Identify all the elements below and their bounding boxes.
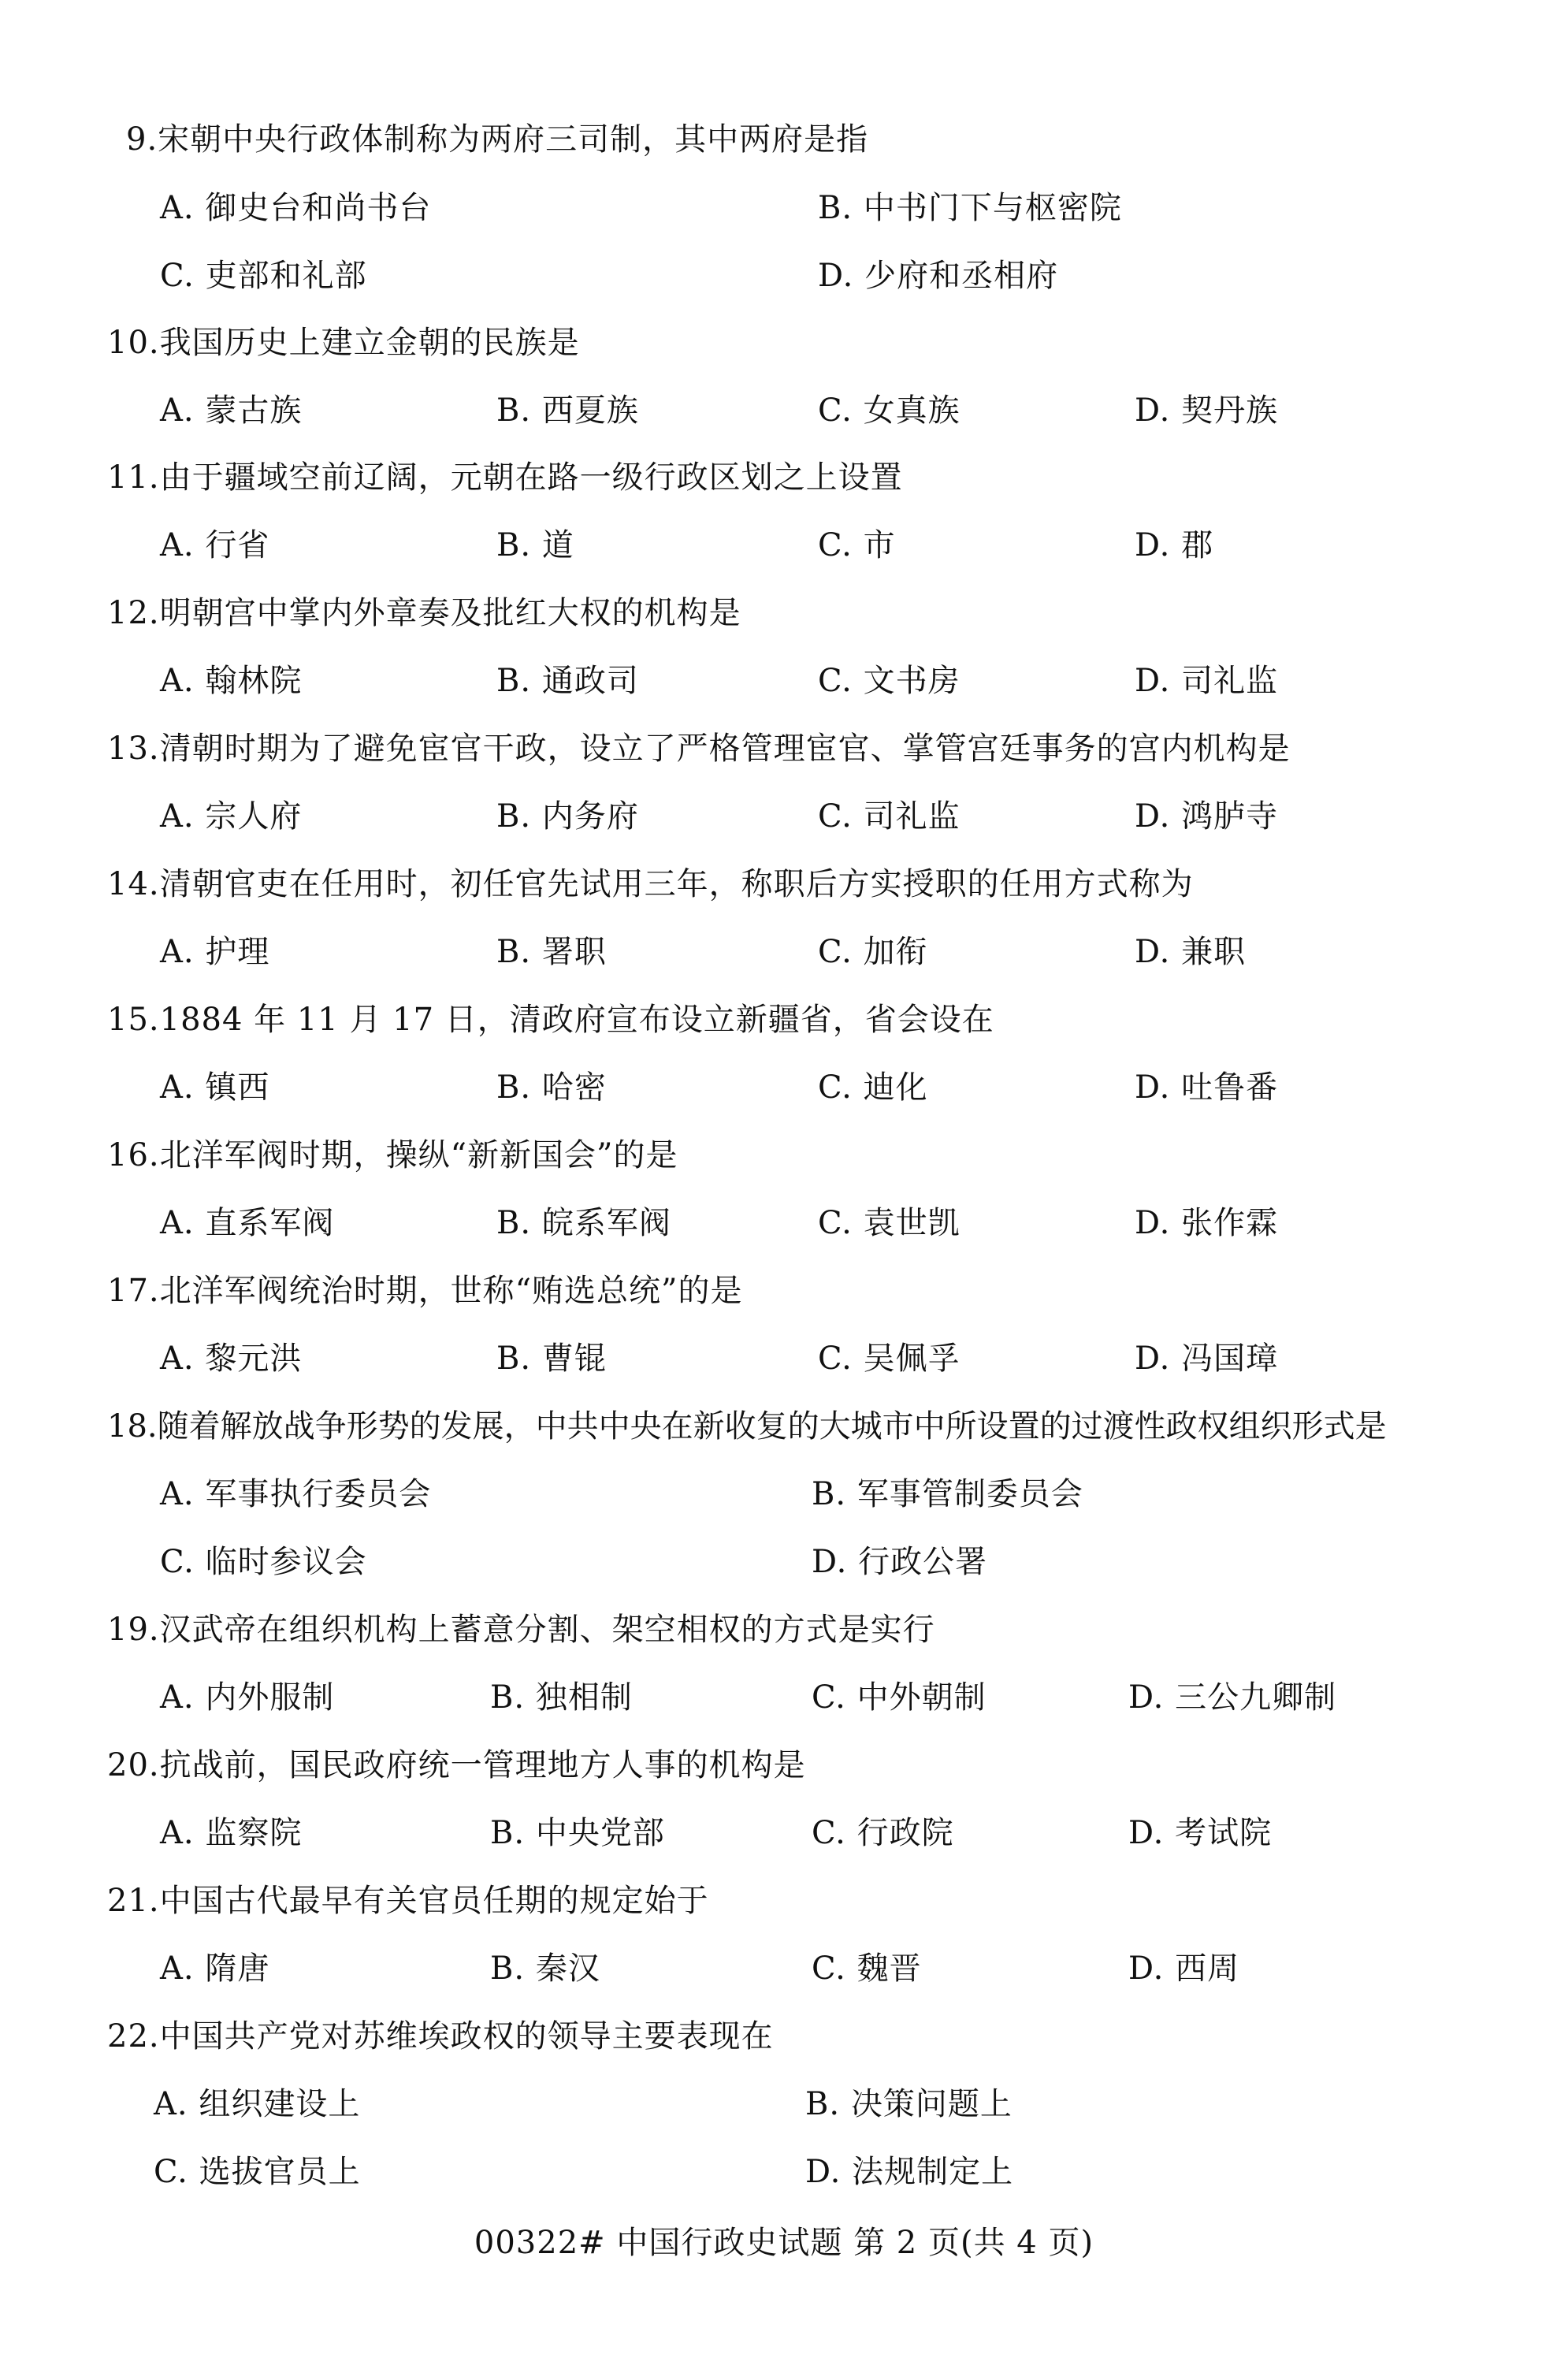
question-17-option-b: B. 曹锟 <box>496 1341 607 1377</box>
question-20-option-c: C. 行政院 <box>812 1815 954 1851</box>
question-11-option-b: B. 道 <box>496 527 574 563</box>
question-9-option-a: A. 御史台和尚书台 <box>160 190 432 226</box>
question-21-option-b: B. 秦汉 <box>490 1950 600 1987</box>
question-17-option-d: D. 冯国璋 <box>1135 1341 1279 1377</box>
question-14-option-d: D. 兼职 <box>1135 934 1247 970</box>
question-15-option-c: C. 迪化 <box>818 1069 928 1106</box>
question-16-stem: 16.北洋军阀时期，操纵“新新国会”的是 <box>107 1137 678 1173</box>
question-16-option-b: B. 皖系军阀 <box>496 1205 671 1241</box>
question-11-option-d: D. 郡 <box>1135 527 1214 563</box>
question-12-option-a: A. 翰林院 <box>160 663 303 699</box>
question-9-stem: 9.宋朝中央行政体制称为两府三司制，其中两府是指 <box>126 121 869 158</box>
question-21-stem: 21.中国古代最早有关官员任期的规定始于 <box>107 1883 709 1919</box>
question-21-option-c: C. 魏晋 <box>812 1950 922 1987</box>
question-12-option-c: C. 文书房 <box>818 663 960 699</box>
question-22-stem: 22.中国共产党对苏维埃政权的领导主要表现在 <box>107 2018 774 2055</box>
question-9-option-d: D. 少府和丞相府 <box>818 258 1059 294</box>
question-16-option-d: D. 张作霖 <box>1135 1205 1279 1241</box>
question-22-option-d: D. 法规制定上 <box>805 2154 1014 2190</box>
question-9-option-c: C. 吏部和礼部 <box>160 258 367 294</box>
question-16-option-a: A. 直系军阀 <box>160 1205 335 1241</box>
question-18-stem: 18.随着解放战争形势的发展，中共中央在新收复的大城市中所设置的过渡性政权组织形式是 <box>107 1408 1387 1445</box>
question-13-stem: 13.清朝时期为了避免宦官干政，设立了严格管理宦官、掌管宫廷事务的宫内机构是 <box>107 731 1291 767</box>
question-18-option-a: A. 军事执行委员会 <box>160 1476 432 1512</box>
question-19-option-a: A. 内外服制 <box>160 1679 335 1716</box>
question-15-option-a: A. 镇西 <box>160 1069 270 1106</box>
question-13-option-b: B. 内务府 <box>496 798 639 835</box>
question-20-option-b: B. 中央党部 <box>490 1815 665 1851</box>
question-20-option-d: D. 考试院 <box>1128 1815 1273 1851</box>
question-12-stem: 12.明朝宫中掌内外章奏及批红大权的机构是 <box>107 595 741 631</box>
question-22-option-b: B. 决策问题上 <box>805 2086 1013 2122</box>
question-11-stem: 11.由于疆域空前辽阔，元朝在路一级行政区划之上设置 <box>107 459 903 496</box>
question-10-option-a: A. 蒙古族 <box>160 392 303 429</box>
question-14-option-a: A. 护理 <box>160 934 270 970</box>
question-14-option-b: B. 署职 <box>496 934 607 970</box>
question-16-option-c: C. 袁世凯 <box>818 1205 960 1241</box>
question-22-option-c: C. 选拔官员上 <box>154 2154 361 2190</box>
question-9-option-b: B. 中书门下与枢密院 <box>818 190 1122 226</box>
question-11-option-c: C. 市 <box>818 527 896 563</box>
question-18-option-b: B. 军事管制委员会 <box>812 1476 1083 1512</box>
question-19-option-d: D. 三公九卿制 <box>1128 1679 1337 1716</box>
question-15-option-b: B. 哈密 <box>496 1069 607 1106</box>
question-22-option-a: A. 组织建设上 <box>154 2086 361 2122</box>
question-21-option-d: D. 西周 <box>1128 1950 1240 1987</box>
question-20-option-a: A. 监察院 <box>160 1815 303 1851</box>
page-footer: 00322# 中国行政史试题 第 2 页(共 4 页) <box>474 2225 1094 2261</box>
question-13-option-c: C. 司礼监 <box>818 798 960 835</box>
question-10-option-b: B. 西夏族 <box>496 392 639 429</box>
question-19-option-b: B. 独相制 <box>490 1679 633 1716</box>
question-20-stem: 20.抗战前，国民政府统一管理地方人事的机构是 <box>107 1747 806 1783</box>
question-15-option-d: D. 吐鲁番 <box>1135 1069 1279 1106</box>
question-19-stem: 19.汉武帝在组织机构上蓄意分割、架空相权的方式是实行 <box>107 1612 935 1648</box>
question-10-option-d: D. 契丹族 <box>1135 392 1279 429</box>
question-15-stem: 15.1884 年 11 月 17 日，清政府宣布设立新疆省，省会设在 <box>107 1002 994 1038</box>
question-12-option-d: D. 司礼监 <box>1135 663 1279 699</box>
question-18-option-d: D. 行政公署 <box>812 1544 988 1580</box>
question-13-option-a: A. 宗人府 <box>160 798 303 835</box>
question-11-option-a: A. 行省 <box>160 527 270 563</box>
question-17-option-c: C. 吴佩孚 <box>818 1341 960 1377</box>
question-17-option-a: A. 黎元洪 <box>160 1341 303 1377</box>
question-14-stem: 14.清朝官吏在任用时，初任官先试用三年，称职后方实授职的任用方式称为 <box>107 866 1194 902</box>
question-17-stem: 17.北洋军阀统治时期，世称“贿选总统”的是 <box>107 1273 743 1309</box>
question-12-option-b: B. 通政司 <box>496 663 639 699</box>
question-14-option-c: C. 加衔 <box>818 934 928 970</box>
question-10-stem: 10.我国历史上建立金朝的民族是 <box>107 325 580 361</box>
question-13-option-d: D. 鸿胪寺 <box>1135 798 1279 835</box>
question-10-option-c: C. 女真族 <box>818 392 960 429</box>
question-18-option-c: C. 临时参议会 <box>160 1544 367 1580</box>
question-21-option-a: A. 隋唐 <box>160 1950 270 1987</box>
question-19-option-c: C. 中外朝制 <box>812 1679 987 1716</box>
